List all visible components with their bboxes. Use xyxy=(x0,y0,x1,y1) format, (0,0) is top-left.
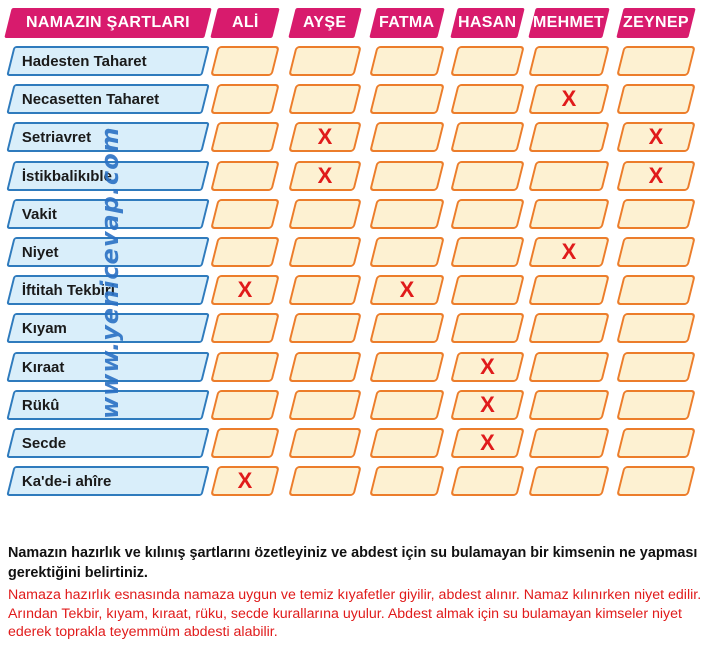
x-mark: X xyxy=(480,392,495,417)
table-cell[interactable] xyxy=(528,352,609,382)
x-mark: X xyxy=(317,163,333,188)
table-cell[interactable] xyxy=(616,199,695,229)
row-label xyxy=(6,466,209,496)
table-cell[interactable] xyxy=(369,122,444,152)
column-header-label: ZEYNEP xyxy=(623,14,689,31)
table-cell[interactable] xyxy=(528,122,609,152)
table-cell[interactable] xyxy=(528,161,609,191)
table-cell[interactable] xyxy=(288,428,361,458)
watermark: www.yenicevap.com xyxy=(96,126,124,419)
table-cell[interactable] xyxy=(450,84,524,114)
row-label-text: Vakit xyxy=(21,206,57,223)
table-cell[interactable] xyxy=(210,46,279,76)
table-cell[interactable] xyxy=(288,275,361,305)
table-cell[interactable] xyxy=(369,84,444,114)
table-cell[interactable] xyxy=(528,466,609,496)
table-cell[interactable] xyxy=(210,313,279,343)
x-mark: X xyxy=(480,430,495,455)
table-cell[interactable] xyxy=(288,352,361,382)
column-header-label: ALİ xyxy=(231,14,259,31)
table-cell[interactable] xyxy=(210,84,279,114)
column-header-label: AYŞE xyxy=(303,14,347,31)
x-mark: X xyxy=(317,124,333,149)
row-label-text: Necasetten Taharet xyxy=(21,91,160,108)
x-mark: X xyxy=(480,354,495,379)
row-label-text: Ka'de-i ahîre xyxy=(21,473,112,490)
table-cell[interactable] xyxy=(528,275,609,305)
row-label-text: Secde xyxy=(21,435,67,452)
row-label-text: Setriavret xyxy=(21,129,92,146)
table-cell[interactable] xyxy=(616,275,695,305)
column-header-3 xyxy=(450,8,524,38)
x-mark: X xyxy=(399,277,415,302)
table-cell[interactable] xyxy=(528,46,609,76)
answer-text: Namaza hazırlık esnasında namaza uygun ve temiz kıyafetler giyilir, abdest alınır. Namaz kılınırken niyet edilir. Arından Tekbir, kıyam, kıraat, rüku, secde kurallarına uyulur. Abdest almak için su bulamayan kimseler niyet ederek toprakla teyemmüm abdesti alabilir. xyxy=(8,587,702,640)
column-header-5 xyxy=(616,8,695,38)
table-cell[interactable] xyxy=(616,84,695,114)
column-header-1 xyxy=(288,8,361,38)
x-mark: X xyxy=(648,124,664,149)
table-cell[interactable] xyxy=(288,237,361,267)
x-mark: X xyxy=(561,239,577,264)
x-mark: X xyxy=(237,468,253,493)
table-cell[interactable] xyxy=(450,46,524,76)
row-label-text: İstikbalikıble xyxy=(21,168,112,185)
column-header-2 xyxy=(369,8,444,38)
row-label xyxy=(6,84,209,114)
table-cell[interactable] xyxy=(210,237,279,267)
table-cell[interactable] xyxy=(528,390,609,420)
table-cell[interactable] xyxy=(450,161,524,191)
table-cell[interactable] xyxy=(369,352,444,382)
question-text: Namazın hazırlık ve kılınış şartlarını özetleyiniz ve abdest için su bulamayan bir kimsenin ne yapması gerektiğini belirtiniz. xyxy=(8,545,698,581)
x-mark: X xyxy=(561,86,577,111)
table-cell[interactable] xyxy=(210,428,279,458)
row-label xyxy=(6,46,209,76)
header-title xyxy=(4,8,211,38)
table-cell[interactable] xyxy=(450,122,524,152)
table-cell[interactable] xyxy=(616,313,695,343)
table-cell[interactable] xyxy=(288,313,361,343)
table-cell[interactable] xyxy=(288,199,361,229)
table-cell[interactable] xyxy=(616,46,695,76)
table-cell[interactable] xyxy=(528,199,609,229)
table-cell[interactable] xyxy=(369,313,444,343)
table-cell[interactable] xyxy=(450,275,524,305)
row-label-text: Kıyam xyxy=(21,320,67,337)
table-cell[interactable] xyxy=(210,122,279,152)
table-cell[interactable] xyxy=(369,161,444,191)
column-header-0 xyxy=(210,8,279,38)
row-label-text: Hadesten Taharet xyxy=(21,53,147,70)
table-cell[interactable] xyxy=(450,466,524,496)
row-label-text: Niyet xyxy=(21,244,59,261)
column-header-label: FATMA xyxy=(379,14,435,31)
table-cell[interactable] xyxy=(210,161,279,191)
table-cell[interactable] xyxy=(288,46,361,76)
row-label xyxy=(6,428,209,458)
table-cell[interactable] xyxy=(288,466,361,496)
table-cell[interactable] xyxy=(528,313,609,343)
header-title-text: NAMAZIN ŞARTLARI xyxy=(26,14,190,31)
table-cell[interactable] xyxy=(369,428,444,458)
table-cell[interactable] xyxy=(616,352,695,382)
column-header-label: HASAN xyxy=(458,14,517,31)
table-cell[interactable] xyxy=(369,199,444,229)
table-cell[interactable] xyxy=(369,390,444,420)
table-cell[interactable] xyxy=(450,313,524,343)
row-label-text: Kıraat xyxy=(21,359,65,376)
table-cell[interactable] xyxy=(369,466,444,496)
table-cell[interactable] xyxy=(210,390,279,420)
table-cell[interactable] xyxy=(210,199,279,229)
column-header-label: MEHMET xyxy=(533,14,605,31)
table-cell[interactable] xyxy=(616,237,695,267)
row-label-text: Rükû xyxy=(21,397,60,414)
table-cell[interactable] xyxy=(450,237,524,267)
table-cell[interactable] xyxy=(616,428,695,458)
table-cell[interactable] xyxy=(369,46,444,76)
table-cell[interactable] xyxy=(616,466,695,496)
table-cell[interactable] xyxy=(210,352,279,382)
table-cell[interactable] xyxy=(288,84,361,114)
row-label-text: İftitah Tekbiri xyxy=(21,282,115,299)
table-cell[interactable] xyxy=(450,199,524,229)
x-mark: X xyxy=(237,277,253,302)
x-mark: X xyxy=(648,163,664,188)
column-header-4 xyxy=(528,8,609,38)
table-cell[interactable] xyxy=(288,390,361,420)
table-cell[interactable] xyxy=(616,390,695,420)
table-cell[interactable] xyxy=(528,428,609,458)
table-cell[interactable] xyxy=(369,237,444,267)
